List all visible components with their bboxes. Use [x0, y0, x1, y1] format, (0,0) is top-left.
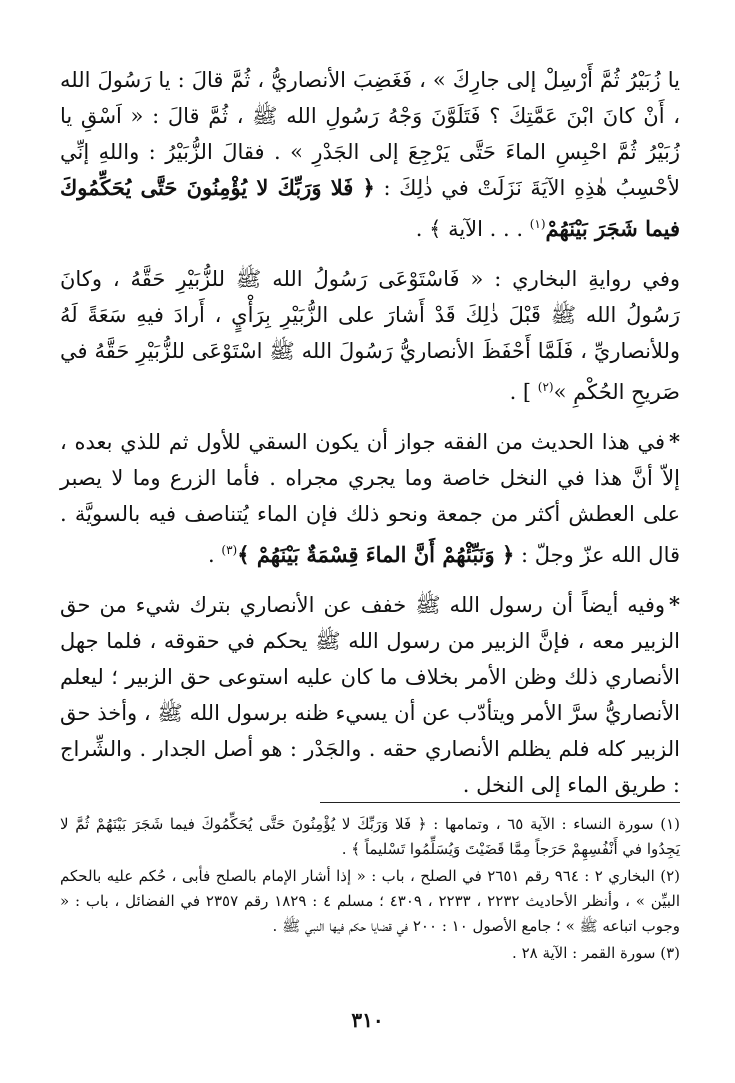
paragraph-hadith-continued	[60, 62, 680, 247]
footnote-ref: (٢)	[537, 380, 554, 394]
paragraph-tail: ] .	[509, 380, 538, 404]
paragraph-tail: .	[208, 543, 222, 567]
quran-verse: ﴿ فَلا وَرَبِّكَ لا يُؤْمِنُونَ حَتَّى يُحَكِّمُوكَ فيما شَجَرَ بَيْنَهُمْ	[60, 175, 680, 241]
footnote-divider	[320, 802, 680, 803]
footnote-3: (٣) سورة القمر : الآية ٢٨ .	[512, 944, 680, 962]
paragraph-fiqh-point	[60, 424, 680, 573]
paragraph-tail: . . . الآية ﴾ .	[415, 217, 530, 241]
footnotes	[60, 812, 680, 968]
bullet-marker: *	[669, 429, 680, 454]
footnote-2: (٢) البخاري ٢ : ٩٦٤ رقم ٢٦٥١ في الصلح ، باب : « إذا أشار الإمام بالصلح فأبى ، حُكم عليه بالحكم البيِّن » ، وأنظر الأحاديث ٢٢٣٢ ، ٢٢٣٣ ، ٤٣٠٩ ؛ مسلم ٤ : ١٨٢٩ رقم ٢٣٥٧ في الفضائل ، باب : « وجوب اتباعه ﷺ » ؛ جامع الأصول ١٠ : ٢٠٠ في قضايا حكم فيها النبي ﷺ .	[60, 867, 680, 935]
footnote-ref: (١)	[529, 217, 546, 231]
page-number: ٣١٠	[351, 1008, 384, 1032]
bullet-marker: *	[669, 592, 680, 617]
footnote-1: (١) سورة النساء : الآية ٦٥ ، وتمامها : ﴿ فَلا وَرَبِّكَ لا يُؤْمِنُونَ حَتَّى يُحَكِّمُوكَ فيما شَجَرَ بَيْنَهُمْ ثُمَّ لا يَجِدُوا في أَنْفُسِهِمْ حَرَجاً مِمَّا قَضَيْتَ وَيُسَلِّمُوا تَسْليماً ﴾ .	[60, 815, 680, 858]
paragraph-text: يا زُبَيْرُ ثُمَّ أَرْسِلْ إلى جارِكَ » ، فَغَضِبَ الأنصاريُّ ، ثُمَّ قالَ : يا رَسُولَ الله ، أَنْ كانَ ابْنَ عَمَّتِكَ ؟ فَتَلَوَّنَ وَجْهُ رَسُولِ الله ﷺ ، ثُمَّ قالَ : « اَسْقِ يا زُبَيْرُ ثُمَّ احْبِسِ الماءَ حَتَّى يَرْجِعَ إلى الجَدْرِ » . فقالَ الزُّبَيْرُ : واللهِ إنِّي لأحْسِبُ هٰذِهِ الآيَةَ نَزَلَتْ في ذٰلِكَ :	[60, 68, 680, 200]
paragraph-text: وفي روايةِ البخاري : « فَاسْتَوْعَى رَسُولُ الله ﷺ للزُّبَيْرِ حَقَّهُ ، وكانَ رَسُولُ الله ﷺ قَبْلَ ذٰلِكَ قَدْ أَشارَ على الزُّبَيْرِ بِرَأْيٍ ، أَرادَ فيهِ سَعَةً لَهُ وللأنصاريِّ ، فَلَمَّا أَحْفَظَ الأنصاريُّ رَسُولَ الله ﷺ اسْتَوْعَى للزُّبَيْرِ حَقَّهُ في صَريحِ الحُكْمِ »	[60, 267, 680, 404]
paragraph-text: في هذا الحديث من الفقه جواز أن يكون السقي للأول ثم للذي بعده ، إلاّ أنَّ هذا في النخل خاصة وما يجري مجراه . فأما الزرع وما لا يصبر على العطش أكثر من جمعة ونحو ذلك فإن الماء يُتناصف فيه بالسويَّة . قال الله عزّ وجلّ :	[60, 430, 680, 567]
paragraph-text: وفيه أيضاً أن رسول الله ﷺ خفف عن الأنصاري بترك شيء من حق الزبير معه ، فإنَّ الزبير من رسول الله ﷺ يحكم في حقوقه ، فلما جهل الأنصاري ذلك وظن الأمر بخلاف ما كان عليه استوعى حق الزبير ؛ ليعلم الأنصاريُّ سرَّ الأمر ويتأدّب عن أن يسيء ظنه برسول الله ﷺ ، وأخذ حق الزبير كله فلم يظلم الأنصاري حقه . والجَدْر : هو أصل الجدار . والشِّراج : طريق الماء إلى النخل .	[60, 593, 680, 797]
main-text	[60, 62, 680, 817]
paragraph-second-point	[60, 587, 680, 803]
quran-verse: ﴿ وَنَبِّئْهُمْ أَنَّ الماءَ قِسْمَةٌ بَيْنَهُمْ ﴾	[237, 542, 515, 567]
footnote-ref: (٣)	[221, 543, 238, 557]
paragraph-bukhari-narration	[60, 261, 680, 410]
